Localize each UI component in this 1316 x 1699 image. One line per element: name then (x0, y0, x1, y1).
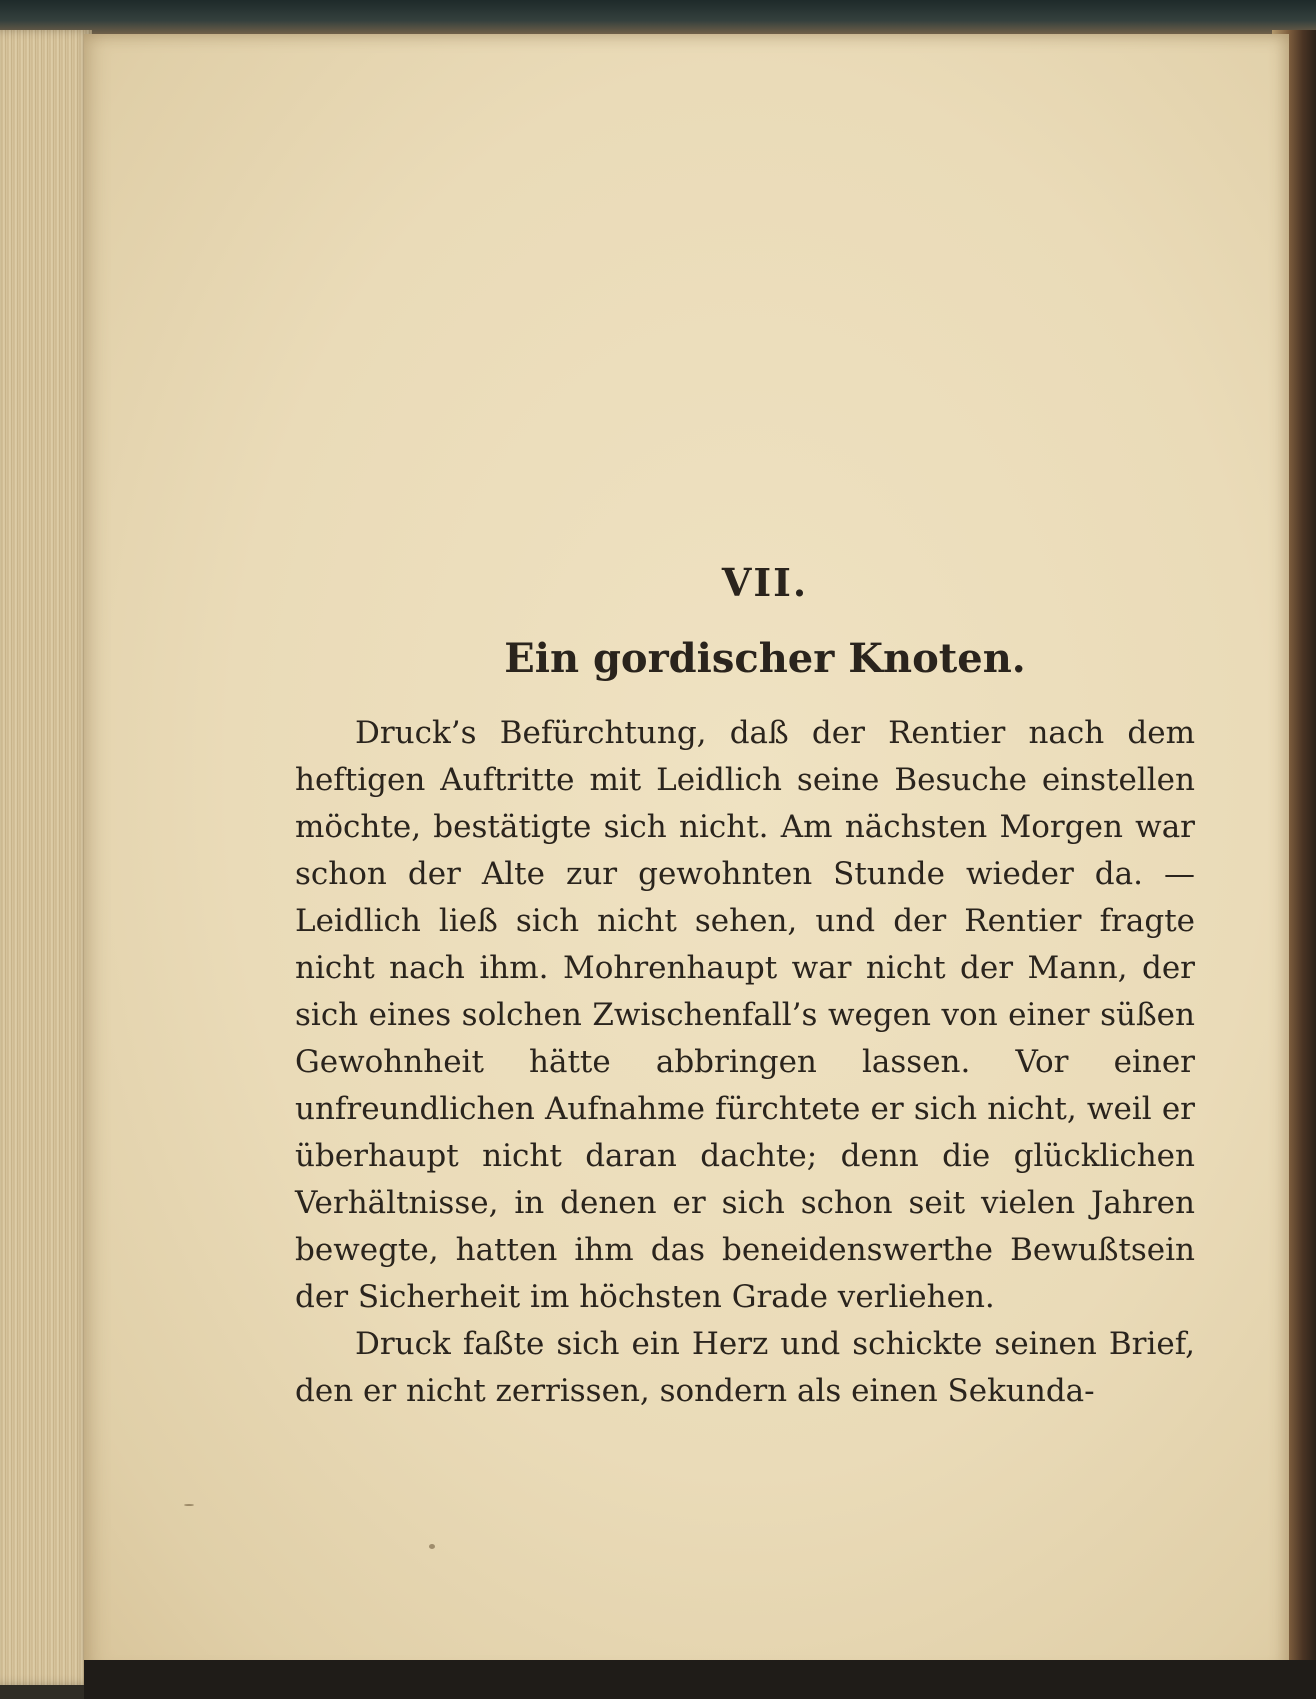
chapter-number: VII. (721, 560, 809, 605)
page-bottom-shadow (84, 1660, 1316, 1699)
chapter-text (295, 560, 1195, 1415)
paragraph: Druck faßte sich ein Herz und schickte seinen Brief, den er nicht zerrissen, sondern als einen Sekunda- (295, 1326, 1195, 1409)
ink-speck (184, 1504, 194, 1506)
binding-top-strip (0, 0, 1316, 34)
ink-speck (429, 1544, 435, 1549)
page-stack-edge (0, 30, 92, 1685)
paragraph: Druck’s Befürchtung, daß der Rentier nach dem heftigen Auftritte mit Leidlich seine Besuche einstellen möchte, bestätigte sich nicht. Am nächsten Morgen war schon der Alte zur gewohnten Stunde wieder da. — Leidlich ließ sich nicht sehen, und der Rentier fragte nicht nach ihm. Mohrenhaupt war nicht der Mann, der sich eines solchen Zwischenfall’s wegen von einer süßen Gewohnheit hätte abbringen lassen. Vor einer unfreundlichen Aufnahme fürchtete er sich nicht, weil er überhaupt nicht daran dachte; denn die glücklichen Verhältnisse, in denen er sich schon seit vielen Jahren bewegte, hatten ihm das beneidenswerthe Bewußtsein der Sicherheit im höchsten Grade verliehen. (295, 715, 1195, 1315)
chapter-title: Ein gordischer Knoten. (504, 635, 1026, 682)
